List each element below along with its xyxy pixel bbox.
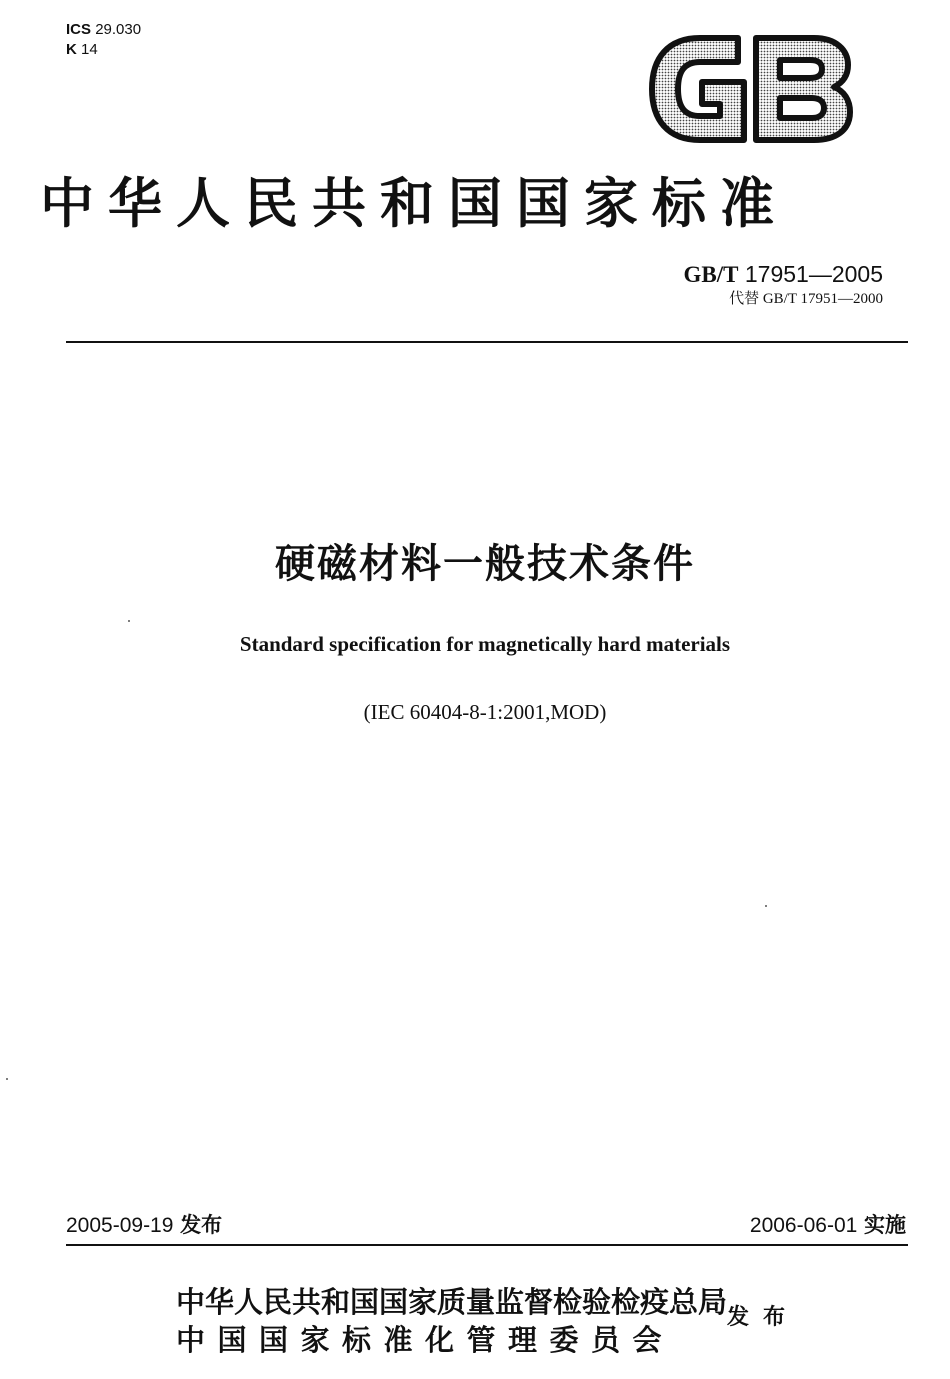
k-code-line bbox=[66, 40, 141, 60]
issue-date bbox=[66, 1212, 222, 1239]
gb-logo-b-shape bbox=[756, 38, 850, 140]
scan-speck bbox=[128, 620, 130, 622]
implementation-date bbox=[750, 1212, 906, 1239]
k-label: K bbox=[66, 41, 77, 58]
standard-code bbox=[684, 260, 883, 289]
ics-label: ICS bbox=[66, 21, 92, 38]
english-title: Standard specification for magnetically hard materials bbox=[239, 632, 731, 656]
iec-reference: (IEC 60404-8-1:2001,MOD) bbox=[363, 700, 607, 724]
replaces-note: 代替 GB/T 17951—2000 bbox=[729, 291, 883, 307]
issue-date-value: 2005-09-19 bbox=[66, 1214, 174, 1237]
ics-code: 29.030 bbox=[95, 21, 142, 38]
k-code: 14 bbox=[81, 41, 98, 58]
footer-divider bbox=[66, 1244, 908, 1246]
issue-date-label: 发布 bbox=[180, 1213, 223, 1237]
issuing-authorities bbox=[176, 1283, 727, 1359]
standard-number-block bbox=[684, 260, 883, 309]
gb-logo-g-shape bbox=[652, 38, 744, 140]
publish-label: 发布 bbox=[727, 1304, 800, 1330]
gb-logo-icon bbox=[646, 32, 856, 146]
classification-codes bbox=[66, 20, 141, 60]
standard-number: 17951—2005 bbox=[744, 261, 883, 287]
standard-prefix: GB/T bbox=[683, 262, 739, 287]
scan-speck bbox=[765, 905, 767, 907]
header-divider bbox=[66, 341, 908, 343]
implementation-date-value: 2006-06-01 bbox=[749, 1214, 858, 1237]
implementation-date-label: 实施 bbox=[864, 1213, 906, 1237]
authority-sac: 中国国家标准化管理委员会 bbox=[176, 1323, 675, 1357]
national-standard-title: 中华人民共和国国家标准 bbox=[40, 171, 788, 235]
chinese-title: 硬磁材料一般技术条件 bbox=[275, 541, 695, 587]
scan-speck bbox=[6, 1078, 8, 1080]
ics-code-line bbox=[66, 20, 141, 40]
authority-aqsiq: 中华人民共和国国家质量监督检验检疫总局 bbox=[176, 1285, 728, 1319]
